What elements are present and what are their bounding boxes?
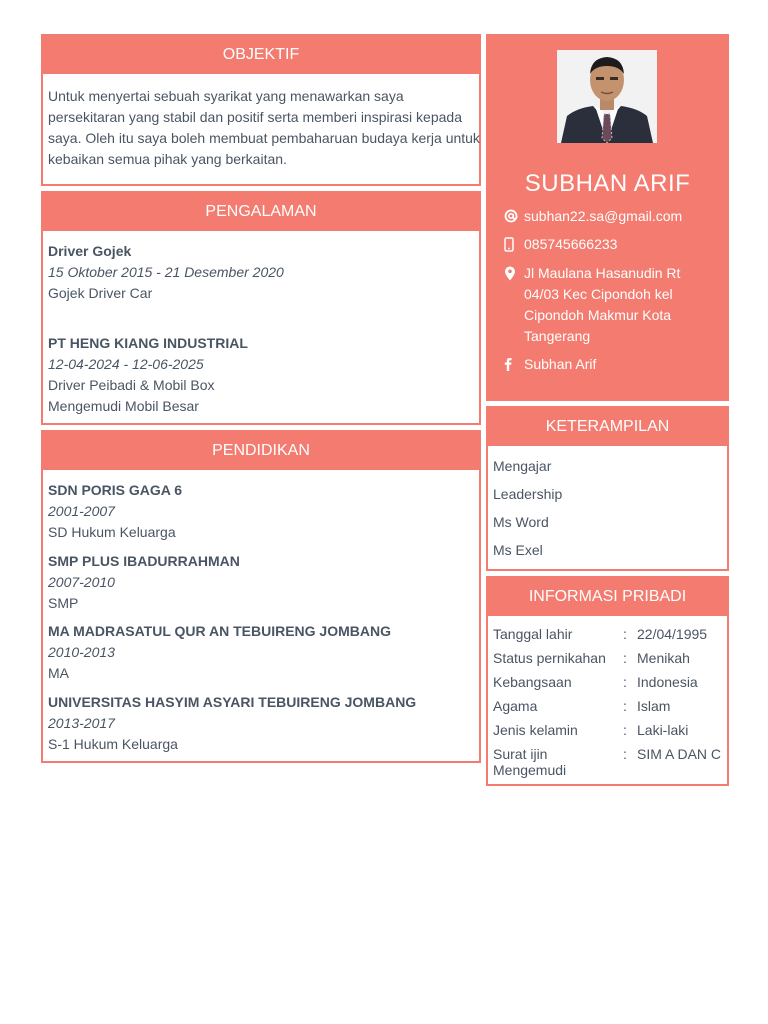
contact-facebook[interactable] [504,354,714,375]
info-value: Islam [637,698,671,714]
education-degree: S-1 Hukum Keluarga [48,736,178,752]
experience-item [48,333,248,417]
contact-address [504,263,714,347]
experience-desc: Gojek Driver Car [48,285,153,301]
facebook-text: Subhan Arif [524,356,597,372]
profile-card [486,34,729,401]
experience-date: 15 Oktober 2015 - 21 Desember 2020 [48,264,284,280]
skill-item: Ms Exel [493,542,543,558]
person-photo-icon [557,50,657,143]
contact-phone[interactable] [504,234,714,255]
skill-item: Mengajar [493,458,552,474]
education-school: SDN PORIS GAGA 6 [48,482,183,498]
info-key: Jenis kelamin [493,722,578,738]
education-school: MA MADRASATUL QUR AN TEBUIRENG JOMBANG [48,623,391,639]
contact-email[interactable] [504,206,714,227]
skill-item: Ms Word [493,514,549,530]
info-value: 22/04/1995 [637,626,708,642]
objective-text: Untuk menyertai sebuah syarikat yang menawarkan saya persekitaran yang stabil dan positif serta memberi inspirasi kepada saya. Oleh itu saya boleh membuat pembaharuan budaya kerja untuk kebaikan semua pihak yang berkaitan. [48,88,480,167]
info-value: Laki-laki [637,722,689,738]
info-key: Surat ijin Mengemudi [493,746,567,778]
education-heading: PENDIDIKAN [43,432,479,470]
info-row [493,674,723,690]
objective-heading: OBJEKTIF [43,36,479,74]
info-key: Agama [493,698,538,714]
education-school: SMP PLUS IBADURRAHMAN [48,553,240,569]
info-value: SIM A DAN C [637,746,722,762]
info-separator: : [623,722,627,738]
info-key: Tanggal lahir [493,626,573,642]
facebook-icon [504,354,524,375]
info-row [493,722,723,738]
info-separator: : [623,626,627,642]
phone-text: 085745666233 [524,236,618,252]
at-icon [504,206,524,227]
map-pin-icon [504,263,524,347]
education-degree: MA [48,665,69,681]
info-row [493,650,723,666]
info-separator: : [623,650,627,666]
education-degree: SD Hukum Keluarga [48,524,176,540]
personal-info-section [486,576,729,786]
experience-date: 12-04-2024 - 12-06-2025 [48,356,204,372]
education-item [48,692,416,755]
experience-desc: Mengemudi Mobil Besar [48,398,199,414]
info-separator: : [623,698,627,714]
education-date: 2013-2017 [48,715,115,731]
education-degree: SMP [48,595,79,611]
experience-section [41,191,481,425]
experience-title: PT HENG KIANG INDUSTRIAL [48,335,248,351]
experience-heading: PENGALAMAN [43,193,479,231]
info-key: Kebangsaan [493,674,572,690]
education-item [48,480,182,543]
education-item [48,551,240,614]
experience-item [48,241,284,304]
experience-desc: Driver Peibadi & Mobil Box [48,377,215,393]
email-text: subhan22.sa@gmail.com [524,208,683,224]
info-value: Menikah [637,650,690,666]
info-separator: : [623,674,627,690]
experience-title: Driver Gojek [48,243,132,259]
info-row [493,698,723,714]
info-key: Status pernikahan [493,650,606,666]
skill-item: Leadership [493,486,563,502]
education-date: 2001-2007 [48,503,115,519]
skills-section [486,406,729,571]
education-section [41,430,481,763]
profile-name: SUBHAN ARIF [524,170,691,197]
education-date: 2010-2013 [48,644,115,660]
skills-heading: KETERAMPILAN [488,408,727,446]
info-separator: : [623,746,627,762]
objective-section [41,34,481,186]
phone-icon [504,234,524,255]
address-text: Jl Maulana Hasanudin Rt 04/03 Kec Cipondoh kel Cipondoh Makmur Kota Tangerang [524,265,681,344]
info-value: Indonesia [637,674,698,690]
info-row [493,626,723,642]
education-date: 2007-2010 [48,574,115,590]
education-item [48,621,391,684]
info-row [493,746,723,778]
profile-photo [557,50,657,143]
personal-info-heading: INFORMASI PRIBADI [488,578,727,616]
education-school: UNIVERSITAS HASYIM ASYARI TEBUIRENG JOMBANG [48,694,417,710]
